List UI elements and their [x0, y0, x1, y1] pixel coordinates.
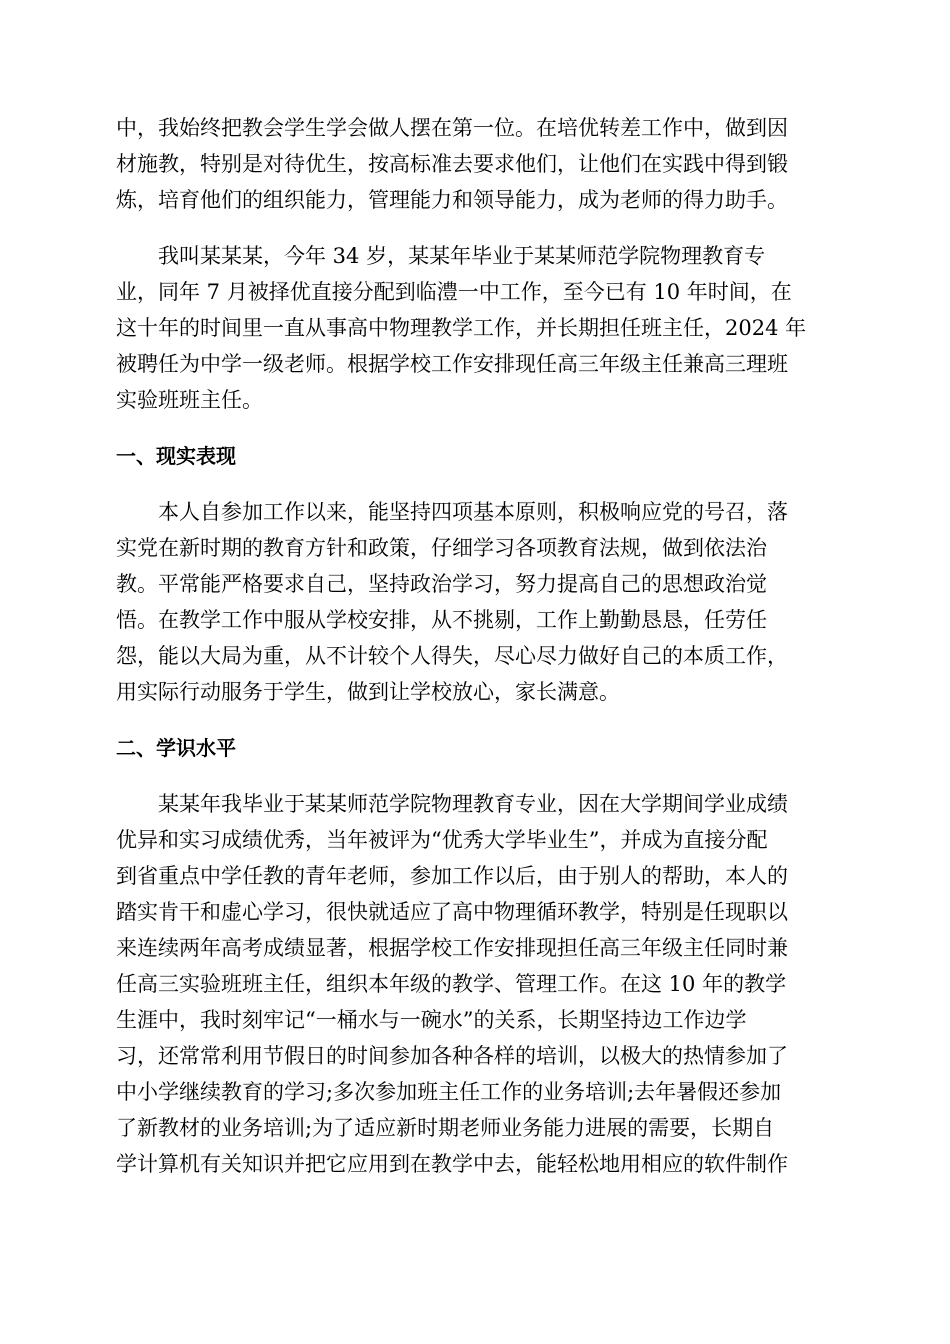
paragraph-line: 这十年的时间里一直从事高中物理教学工作，并长期担任班主任，2024 年 [116, 316, 807, 340]
paragraph-intro [116, 110, 832, 218]
paragraph-knowledge [116, 786, 832, 1182]
paragraph-line: 炼，培育他们的组织能力，管理能力和领导能力，成为老师的得力助手。 [116, 188, 788, 212]
paragraph-line: 被聘任为中学一级老师。根据学校工作安排现任高三年级主任兼高三理班 [116, 352, 788, 376]
paragraph-line: 实党在新时期的教育方针和政策，仔细学习各项教育法规，做到依法治 [116, 536, 767, 560]
paragraph-line: 某某年我毕业于某某师范学院物理教育专业，因在大学期间学业成绩 [158, 792, 788, 816]
paragraph-line: 怨，能以大局为重，从不计较个人得失，尽心尽力做好自己的本质工作， [116, 644, 788, 668]
paragraph-line: 到省重点中学任教的青年老师，参加工作以后，由于别人的帮助，本人的 [116, 864, 788, 888]
section-heading-knowledge: 二、学识水平 [116, 736, 236, 760]
paragraph-line: 实验班班主任。 [116, 388, 263, 412]
paragraph-line: 学计算机有关知识并把它应用到在教学中去，能轻松地用相应的软件制作 [116, 1152, 788, 1176]
paragraph-line: 中小学继续教育的学习;多次参加班主任工作的业务培训;去年暑假还参加 [116, 1080, 782, 1104]
paragraph-bio [116, 238, 832, 418]
paragraph-line: 生涯中，我时刻牢记“一桶水与一碗水”的关系，长期坚持边工作边学 [116, 1008, 747, 1032]
section-heading-performance: 一、现实表现 [116, 444, 236, 468]
paragraph-line: 我叫某某某，今年 34 岁，某某年毕业于某某师范学院物理教育专 [158, 244, 766, 268]
paragraph-line: 中，我始终把教会学生学会做人摆在第一位。在培优转差工作中，做到因 [116, 116, 788, 140]
paragraph-line: 本人自参加工作以来，能坚持四项基本原则，积极响应党的号召，落 [158, 500, 788, 524]
paragraph-line: 踏实肯干和虚心学习，很快就适应了高中物理循环教学，特别是任现职以 [116, 900, 788, 924]
paragraph-line: 业，同年 7 月被择优直接分配到临澧一中工作，至今已有 10 年时间，在 [116, 280, 792, 304]
paragraph-line: 任高三实验班班主任，组织本年级的教学、管理工作。在这 10 年的教学 [116, 972, 787, 996]
paragraph-line: 悟。在教学工作中服从学校安排，从不挑剔，工作上勤勤恳恳，任劳任 [116, 608, 767, 632]
paragraph-line: 教。平常能严格要求自己，坚持政治学习，努力提高自己的思想政治觉 [116, 572, 767, 596]
paragraph-line: 用实际行动服务于学生，做到让学校放心，家长满意。 [116, 680, 620, 704]
document-body [116, 110, 832, 1202]
paragraph-performance [116, 494, 832, 710]
paragraph-line: 了新教材的业务培训;为了适应新时期老师业务能力进展的需要，长期自 [116, 1116, 775, 1140]
paragraph-line: 来连续两年高考成绩显著，根据学校工作安排现担任高三年级主任同时兼 [116, 936, 788, 960]
paragraph-line: 习，还常常利用节假日的时间参加各种各样的培训，以极大的热情参加了 [116, 1044, 788, 1068]
paragraph-line: 材施教，特别是对待优生，按高标准去要求他们，让他们在实践中得到锻 [116, 152, 788, 176]
paragraph-line: 优异和实习成绩优秀，当年被评为“优秀大学毕业生”，并成为直接分配 [116, 828, 768, 852]
